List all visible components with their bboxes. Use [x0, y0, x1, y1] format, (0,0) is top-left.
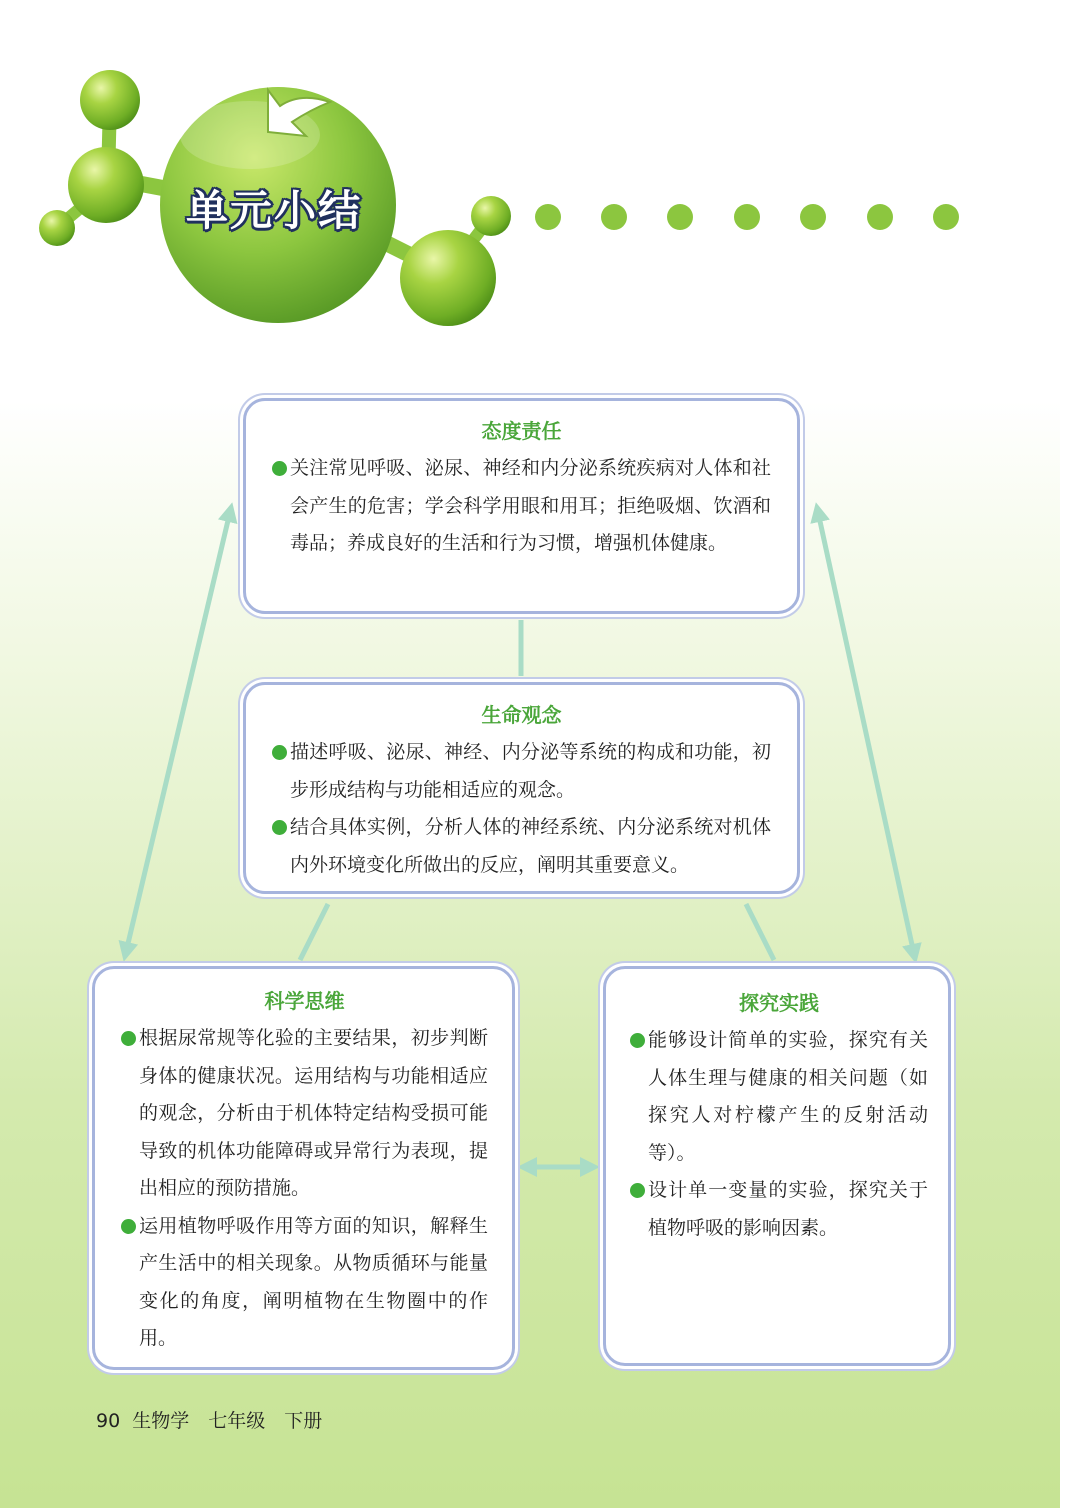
- list-item: 能够设计简单的实验，探究有关人体生理与健康的相关问题（如探究人对柠檬产生的反射活动等）。: [630, 1022, 928, 1172]
- bullet-dot-icon: [272, 820, 287, 835]
- arrow-attitude-science: [126, 512, 230, 952]
- list-item: 运用植物呼吸作用等方面的知识，解释生产生活中的相关现象。从物质循环与能量变化的角度，阐明植物在生物圈中的作用。: [121, 1208, 488, 1358]
- list-item: 结合具体实例，分析人体的神经系统、内分泌系统对机体内外环境变化所做出的反应，阐明其重要意义。: [272, 809, 771, 884]
- bullet-dot-icon: [121, 1219, 136, 1234]
- list-item: 根据尿常规等化验的主要结果，初步判断身体的健康状况。运用结构与功能相适应的观念，分析由于机体特定结构受损可能导致的机体功能障碍或异常行为表现，提出相应的预防措施。: [121, 1020, 488, 1208]
- box-life-concept: [243, 682, 800, 894]
- unit-summary-title: 单元小结: [186, 186, 363, 235]
- arrow-attitude-inquiry: [818, 512, 914, 954]
- box-scientific-thinking: [92, 966, 515, 1370]
- box-title: 探究实践: [739, 991, 819, 1015]
- page-number: 90: [96, 1410, 121, 1432]
- box-title: 科学思维: [264, 989, 345, 1013]
- list-item: 关注常见呼吸、泌尿、神经和内分泌系统疾病对人体和社会产生的危害；学会科学用眼和用耳；拒绝吸烟、饮酒和毒品；养成良好的生活和行为习惯，增强机体健康。: [272, 450, 771, 563]
- box-title: 态度责任: [481, 419, 562, 443]
- list-item: 描述呼吸、泌尿、神经、内分泌等系统的构成和功能，初步形成结构与功能相适应的观念。: [272, 734, 771, 809]
- box-title: 生命观念: [481, 703, 562, 727]
- bullet-dot-icon: [272, 461, 287, 476]
- book-title: 生物学 七年级 下册: [132, 1410, 323, 1432]
- page-footer: [96, 1406, 322, 1433]
- connector-life-science: [300, 904, 328, 960]
- bullet-dot-icon: [272, 745, 287, 760]
- list-item: 设计单一变量的实验，探究关于植物呼吸的影响因素。: [630, 1172, 928, 1247]
- connector-life-inquiry: [746, 904, 774, 960]
- bullet-dot-icon: [630, 1033, 645, 1048]
- box-inquiry-practice: [603, 966, 951, 1366]
- bullet-dot-icon: [630, 1183, 645, 1198]
- bullet-dot-icon: [121, 1031, 136, 1046]
- box-attitude-responsibility: [243, 398, 800, 614]
